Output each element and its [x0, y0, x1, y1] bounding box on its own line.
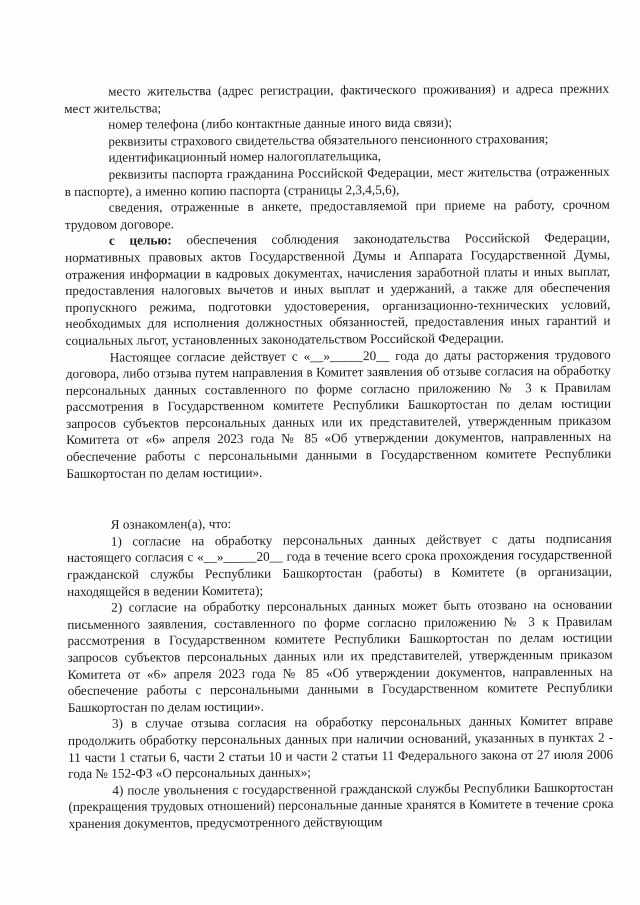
- list-item-1: 1) согласие на обработку персональных данных действует с даты подписания настоящего согласия с «__»_____20__ года в течение всего срока прохождения государственной гражданской службы Республики Башкортостан (работы) в Комитете (в организации, находящейся в ведении Комитета);: [66, 530, 613, 599]
- paragraph-acknowledged: Я ознакомлен(а), что:: [110, 516, 232, 532]
- paragraph-purpose: [65, 230, 611, 349]
- list-item-4: 4) после увольнения с государственной гражданской службы Республики Башкортостан (прекращения трудовых отношений) персональные данные хранятся в Комитете в течение срока хранения документов, предусмотренного действующим: [68, 779, 614, 831]
- paragraph-validity: Настоящее согласие действует с «__»_____20__ года до даты расторжения трудового договора, либо отзыва путем направления в Комитет заявления об отзыве согласия на обработку персональных данных составленного по форме согласно приложению № 3 к Правилам рассмотрения в Государственном комитете Республики Башкортостан по делам юстиции запросов субъектов персональных данных или их представителей, утвержденным приказом Комитета от «6» апреля 2023 года № 85 «Об утверждении документов, направленных на обеспечение работы с персональными данными в Государственном комитете Республики Башкортостан по делам юстиции».: [65, 346, 612, 481]
- purpose-text: обеспечения соблюдения законодательства Российской Федерации, нормативных правовых актов Государственной Думы и Аппарата Государственной Думы, отражения информации в кадровых документах, начисления заработной платы и иных выплат, предоставления налоговых вычетов и иных выплат и удержаний, а также для обеспечения пропускного режима, подготовки удостоверения, организационно-технических условий, необходимых для исполнения должностных обязанностей, предоставления иных гарантий и социальных льгот, установленных законодательством Российской Федерации.: [65, 230, 611, 348]
- paragraph-phone: номер телефона (либо контактные данные иного вида связи);: [108, 114, 453, 132]
- paragraph-passport: реквизиты паспорта гражданина Российской Федерации, мест жительства (отраженных в паспорте), а именно копию паспорта (страницы 2,3,4,5,6),: [64, 163, 610, 199]
- paragraph-pension: реквизиты страхового свидетельства обязательного пенсионного страхования;: [108, 130, 549, 149]
- paragraph-inn: идентификационный номер налогоплательщика,: [108, 148, 382, 166]
- purpose-label: с целью:: [108, 232, 172, 249]
- paragraph-residence: место жительства (адрес регистрации, фактического проживания) и адреса прежних мест жительства;: [64, 80, 610, 116]
- list-item-3: 3) в случае отзыва согласия на обработку персональных данных Комитет вправе продолжить обработку персональных данных при наличии оснований, указанных в пунктах 2 - 11 части 1 статьи 6, части 2 статьи 10 и части 2 статьи 11 Федерального закона от 27 июля 2006 года № 152-ФЗ «О персональных данных»;: [67, 713, 614, 782]
- paragraph-questionnaire: сведения, отраженные в анкете, предоставляемой при приеме на работу, срочном трудовом договоре.: [64, 196, 610, 232]
- list-item-2: 2) согласие на обработку персональных данных может быть отозвано на основании письменного заявления, составленного по форме согласно приложению № 3 к Правилам рассмотрения в Государственном комитете Республики Башкортостан по делам юстиции запросов субъектов персональных данных или их представителей, утвержденным приказом Комитета от «6» апреля 2023 года № 85 «Об утверждении документов, направленных на обеспечение работы с персональными данными в Государственном комитете Республики Башкортостан по делам юстиции».: [67, 596, 613, 715]
- document-page: [64, 77, 614, 833]
